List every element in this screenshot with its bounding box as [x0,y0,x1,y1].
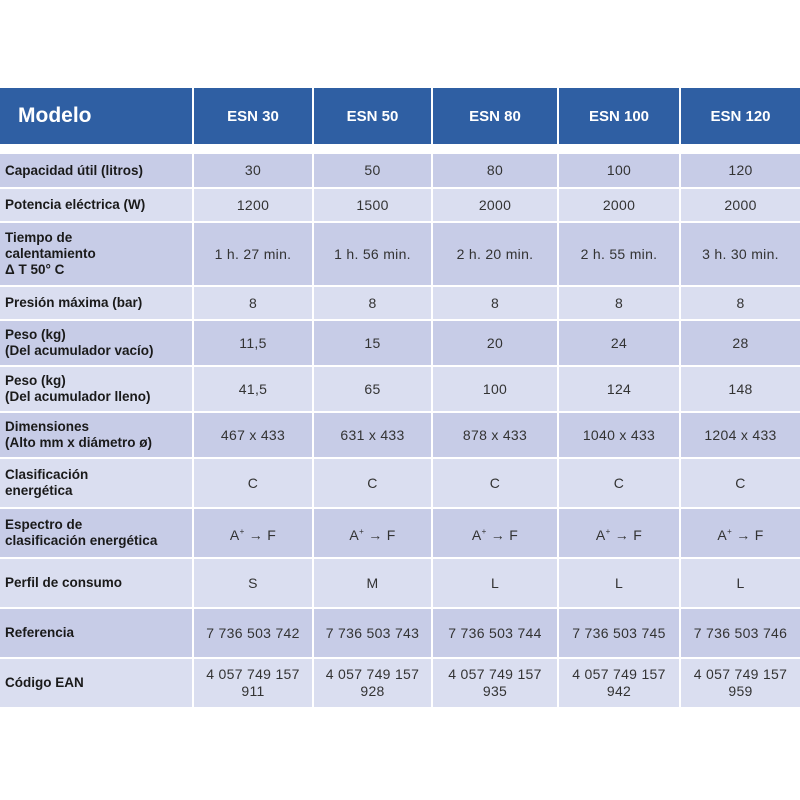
value-cell: 3 h. 30 min. [680,222,800,286]
row-label: Espectro de clasificación energética [0,508,193,558]
value-cell: 4 057 749 157 928 [313,658,432,708]
value-cell: C [193,458,313,508]
spec-row [0,558,800,608]
row-label: Código EAN [0,658,193,708]
value-cell: 1 h. 56 min. [313,222,432,286]
value-cell: 7 736 503 742 [193,608,313,658]
spec-row [0,458,800,508]
value-cell: 2000 [680,188,800,222]
value-cell: 4 057 749 157 942 [558,658,680,708]
row-label: Potencia eléctrica (W) [0,188,193,222]
value-cell: 24 [558,320,680,366]
header-cell-model: ESN 50 [313,88,432,144]
value-cell: 30 [193,154,313,188]
value-cell: 41,5 [193,366,313,412]
header-cell-model: ESN 30 [193,88,313,144]
value-cell: 4 057 749 157 959 [680,658,800,708]
header-cell-model: ESN 80 [432,88,558,144]
row-label: Capacidad útil (litros) [0,154,193,188]
value-cell: 124 [558,366,680,412]
value-cell: 8 [313,286,432,320]
value-cell: 100 [558,154,680,188]
header-spacer [0,144,800,154]
spec-row [0,320,800,366]
value-cell: 15 [313,320,432,366]
value-cell: 2 h. 20 min. [432,222,558,286]
value-cell: A+ → F [558,508,680,558]
spec-row [0,508,800,558]
value-cell: 7 736 503 745 [558,608,680,658]
spec-row [0,286,800,320]
value-cell: 1204 x 433 [680,412,800,458]
value-cell: 148 [680,366,800,412]
row-label: Dimensiones (Alto mm x diámetro ø) [0,412,193,458]
spec-row [0,366,800,412]
value-cell: C [313,458,432,508]
value-cell: 7 736 503 743 [313,608,432,658]
header-cell-model: ESN 100 [558,88,680,144]
value-cell: 8 [558,286,680,320]
value-cell: L [432,558,558,608]
value-cell: C [432,458,558,508]
spec-body [0,144,800,708]
value-cell: 8 [193,286,313,320]
value-cell: 878 x 433 [432,412,558,458]
spec-table [0,88,800,709]
value-cell: 467 x 433 [193,412,313,458]
spec-row [0,222,800,286]
row-label: Peso (kg) (Del acumulador vacío) [0,320,193,366]
value-cell: A+ → F [313,508,432,558]
value-cell: 1040 x 433 [558,412,680,458]
value-cell: 80 [432,154,558,188]
value-cell: 1500 [313,188,432,222]
value-cell: 20 [432,320,558,366]
spec-row [0,188,800,222]
header-cell-model: ESN 120 [680,88,800,144]
value-cell: C [680,458,800,508]
value-cell: 100 [432,366,558,412]
row-label: Tiempo de calentamiento Δ T 50° C [0,222,193,286]
value-cell: A+ → F [432,508,558,558]
header-cell-modelo: Modelo [0,88,193,144]
value-cell: 1 h. 27 min. [193,222,313,286]
value-cell: 4 057 749 157 935 [432,658,558,708]
row-label: Perfil de consumo [0,558,193,608]
value-cell: 8 [432,286,558,320]
value-cell: A+ → F [680,508,800,558]
value-cell: C [558,458,680,508]
value-cell: 2 h. 55 min. [558,222,680,286]
spec-row [0,608,800,658]
spec-row [0,412,800,458]
value-cell: 120 [680,154,800,188]
row-label: Referencia [0,608,193,658]
spec-row [0,658,800,708]
value-cell: 2000 [432,188,558,222]
value-cell: 65 [313,366,432,412]
value-cell: 2000 [558,188,680,222]
spec-row [0,154,800,188]
value-cell: M [313,558,432,608]
row-label: Clasificación energética [0,458,193,508]
value-cell: 11,5 [193,320,313,366]
value-cell: L [558,558,680,608]
value-cell: 50 [313,154,432,188]
value-cell: 1200 [193,188,313,222]
value-cell: 7 736 503 744 [432,608,558,658]
row-label: Presión máxima (bar) [0,286,193,320]
header-row [0,88,800,144]
value-cell: L [680,558,800,608]
value-cell: 7 736 503 746 [680,608,800,658]
value-cell: A+ → F [193,508,313,558]
value-cell: 8 [680,286,800,320]
value-cell: 4 057 749 157 911 [193,658,313,708]
value-cell: 28 [680,320,800,366]
value-cell: S [193,558,313,608]
value-cell: 631 x 433 [313,412,432,458]
row-label: Peso (kg) (Del acumulador lleno) [0,366,193,412]
